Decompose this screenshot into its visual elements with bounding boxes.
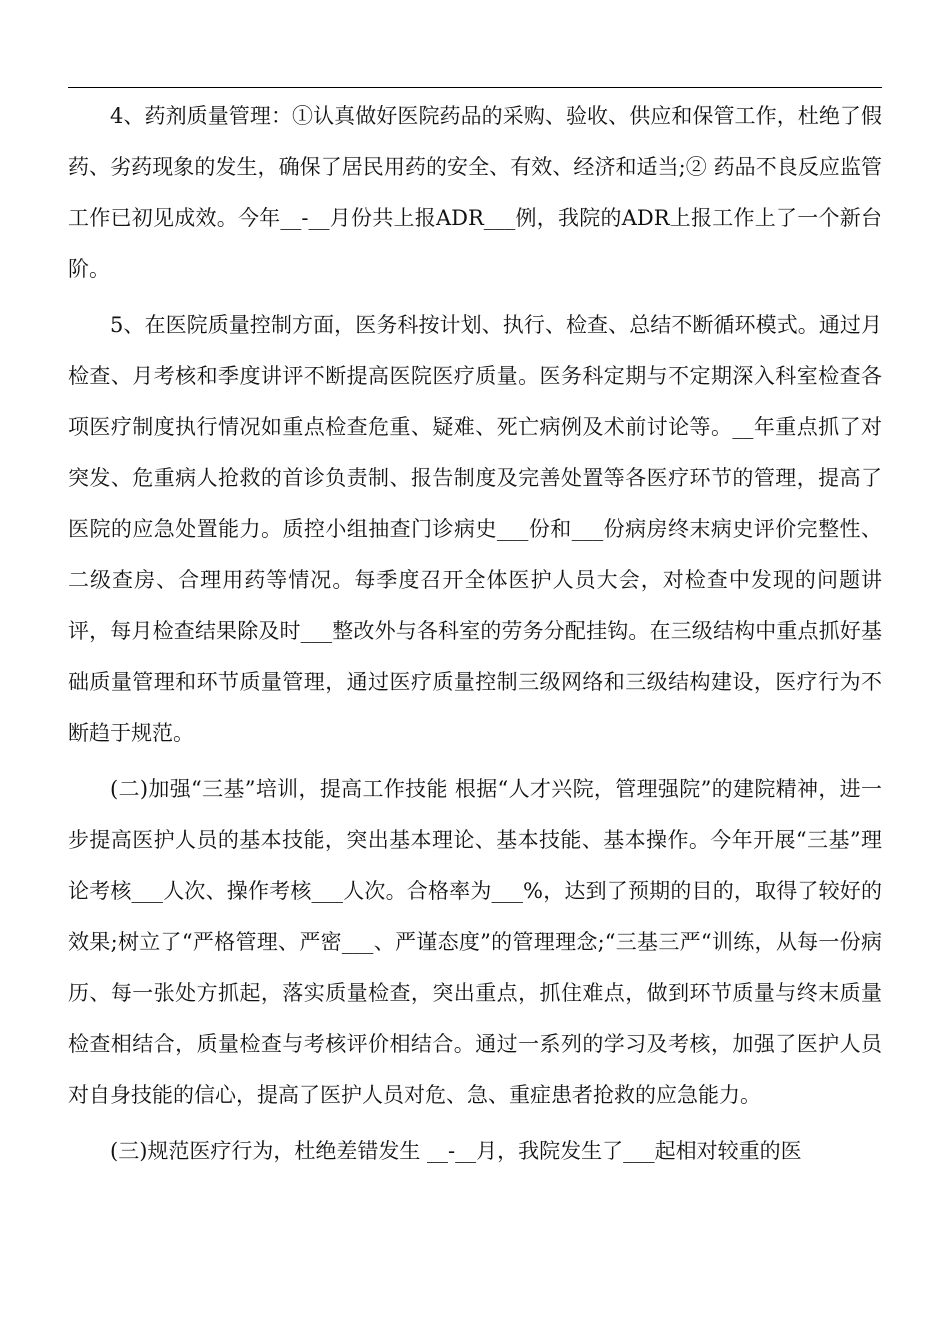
header-rule <box>68 87 882 88</box>
paragraph-three-basics-training: (二)加强“三基”培训，提高工作技能 根据“人才兴院，管理强院”的建院精神，进一步提高医护人员的基本技能，突出基本理论、基本技能、基本操作。今年开展“三基”理论考核___人次、操作考核___人次。合格率为___%，达到了预期的目的，取得了较好的效果;树立了“严格管理、严密___、严谨态度”的管理理念;“三基三严“训练，从每一份病历、每一张处方抓起，落实质量检查，突出重点，抓住难点，做到环节质量与终末质量检查相结合，质量检查与考核评价相结合。通过一系列的学习及考核，加强了医护人员对自身技能的信心，提高了医护人员对危、急、重症患者抢救的应急能力。 <box>68 777 882 1107</box>
paragraph-standardize-medical-conduct: (三)规范医疗行为，杜绝差错发生 __-__月，我院发生了___起相对较重的医 <box>110 1139 802 1163</box>
paragraph-quality-control: 5、在医院质量控制方面，医务科按计划、执行、检查、总结不断循环模式。通过月检查、月考核和季度讲评不断提高医院医疗质量。医务科定期与不定期深入科室检查各项医疗制度执行情况如重点检查危重、疑难、死亡病例及术前讨论等。__年重点抓了对突发、危重病人抢救的首诊负责制、报告制度及完善处置等各医疗环节的管理，提高了医院的应急处置能力。质控小组抽查门诊病史___份和___份病房终末病史评价完整性、二级查房、合理用药等情况。每季度召开全体医护人员大会，对检查中发现的问题讲评，每月检查结果除及时___整改外与各科室的劳务分配挂钩。在三级结构中重点抓好基础质量管理和环节质量管理，通过医疗质量控制三级网络和三级结构建设，医疗行为不断趋于规范。 <box>68 313 882 745</box>
paragraph-pharmacy-quality: 4、药剂质量管理：①认真做好医院药品的采购、验收、供应和保管工作，杜绝了假药、劣药现象的发生，确保了居民用药的安全、有效、经济和适当;② 药品不良反应监管工作已初见成效。今年__-__月份共上报ADR___例，我院的ADR上报工作上了一个新台阶。 <box>68 104 882 281</box>
document-body <box>68 91 882 1182</box>
